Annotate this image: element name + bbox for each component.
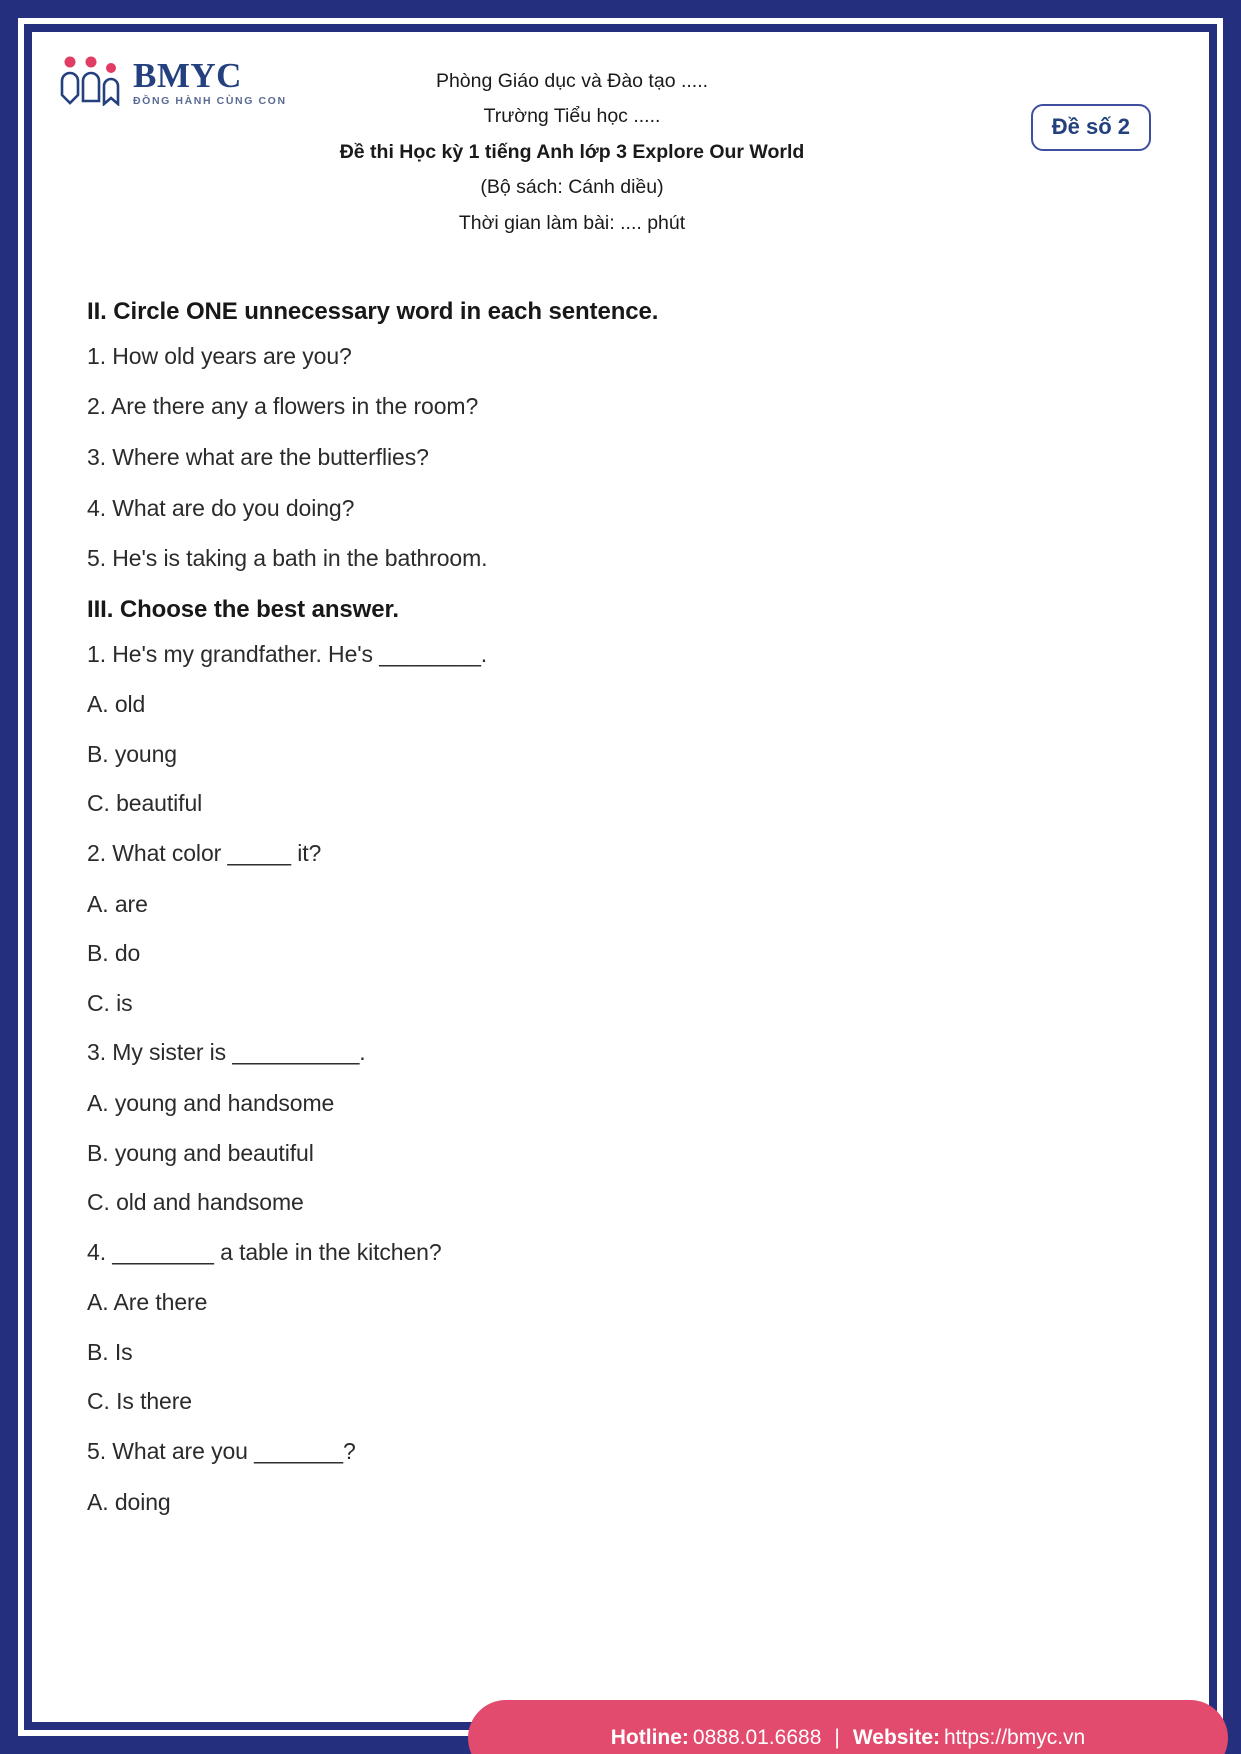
header-line-duration: Thời gian làm bài: .... phút xyxy=(458,211,686,234)
question-item: 1. How old years are you? xyxy=(87,342,352,369)
answer-option: A. young and handsome xyxy=(87,1089,335,1116)
question-item: 5. He's is taking a bath in the bathroom. xyxy=(87,545,488,572)
bmyc-logo-icon xyxy=(57,54,125,111)
section-heading: II. Circle ONE unnecessary word in each sentence. xyxy=(87,298,659,325)
answer-option: B. Is xyxy=(87,1338,133,1365)
website-label: Website: xyxy=(852,1726,940,1749)
question-item: 2. What color _____ it? xyxy=(87,839,322,866)
answer-option: C. is xyxy=(87,989,133,1016)
logo-tagline: ĐỒNG HÀNH CÙNG CON xyxy=(133,95,287,107)
answer-option: A. doing xyxy=(87,1488,171,1515)
website-value[interactable]: https://bmyc.vn xyxy=(944,1726,1086,1749)
answer-option: A. are xyxy=(87,890,148,917)
footer-separator: | xyxy=(834,1726,840,1749)
question-item: 5. What are you _______? xyxy=(87,1438,356,1465)
answer-option: A. Are there xyxy=(87,1289,208,1316)
answer-option: B. do xyxy=(87,940,141,967)
page-sheet xyxy=(32,32,1209,1722)
question-item: 2. Are there any a flowers in the room? xyxy=(87,393,479,420)
exam-number-badge: Đề số 2 xyxy=(1031,104,1151,151)
logo-wordmark: BMYC xyxy=(133,56,242,95)
answer-option: B. young xyxy=(87,740,177,767)
question-item: 4. ________ a table in the kitchen? xyxy=(87,1238,442,1265)
section-choose-best-answer xyxy=(87,596,1209,1516)
answer-option: C. Is there xyxy=(87,1388,192,1415)
header-title-block xyxy=(262,64,882,241)
question-item: 3. My sister is __________. xyxy=(87,1039,366,1066)
answer-option: A. old xyxy=(87,691,146,718)
section-circle-unnecessary-word xyxy=(87,298,1209,573)
answer-option: C. old and handsome xyxy=(87,1189,304,1216)
exam-content xyxy=(32,298,1209,1538)
header-line-school: Trường Tiểu học ..... xyxy=(483,105,661,128)
answer-option: B. young and beautiful xyxy=(87,1139,314,1166)
header-line-department: Phòng Giáo dục và Đào tạo ..... xyxy=(435,70,709,92)
question-item: 1. He's my grandfather. He's ________. xyxy=(87,640,488,667)
hotline-label: Hotline: xyxy=(610,1726,689,1749)
header-line-exam-title: Đề thi Học kỳ 1 tiếng Anh lớp 3 Explore Our World xyxy=(339,140,805,163)
hotline-value: 0888.01.6688 xyxy=(692,1726,822,1749)
page-header xyxy=(32,32,1209,262)
bmyc-logo xyxy=(57,54,287,111)
section-heading: III. Choose the best answer. xyxy=(87,595,399,623)
question-item: 4. What are do you doing? xyxy=(87,494,355,521)
contact-footer-bar xyxy=(468,1700,1228,1754)
answer-option: C. beautiful xyxy=(87,790,203,817)
header-line-book: (Bộ sách: Cánh diều) xyxy=(480,176,664,199)
question-item: 3. Where what are the butterflies? xyxy=(87,443,429,470)
